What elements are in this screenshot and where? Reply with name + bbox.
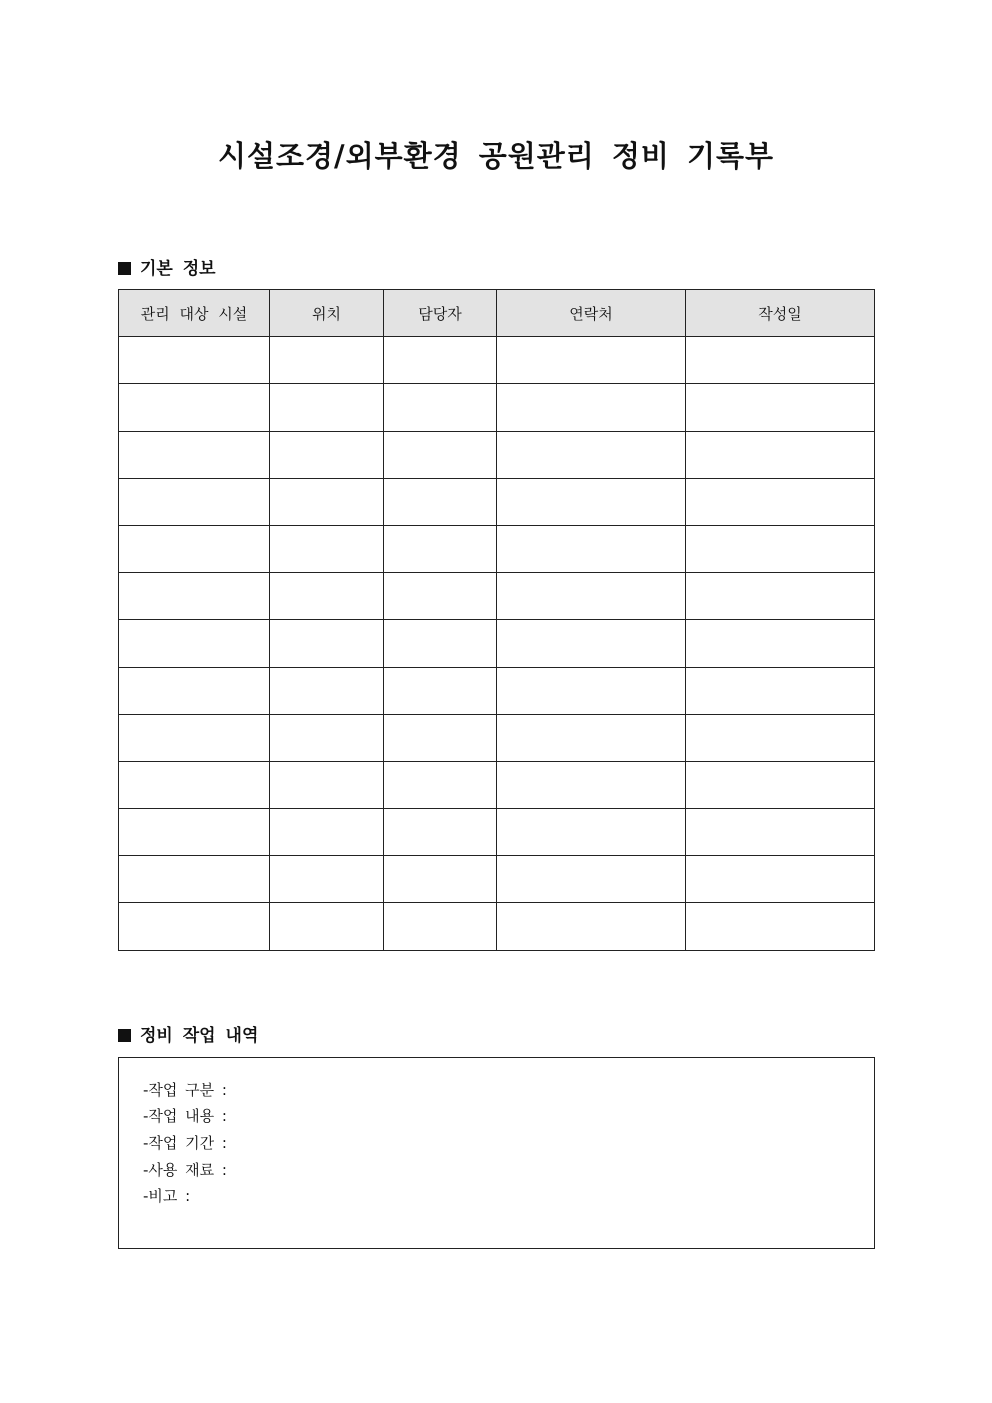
table-cell[interactable]: [119, 431, 270, 478]
table-cell[interactable]: [270, 431, 384, 478]
work-period-line: -작업 기간 :: [143, 1134, 227, 1152]
column-header: 작성일: [686, 290, 875, 337]
table-cell[interactable]: [119, 714, 270, 761]
column-header: 담당자: [384, 290, 497, 337]
table-cell[interactable]: [686, 714, 875, 761]
table-cell[interactable]: [270, 761, 384, 808]
table-cell[interactable]: [119, 573, 270, 620]
table-cell[interactable]: [270, 903, 384, 950]
column-header: 위치: [270, 290, 384, 337]
table-cell[interactable]: [384, 384, 497, 431]
table-cell[interactable]: [270, 667, 384, 714]
table-row: [119, 525, 875, 572]
table-cell[interactable]: [384, 431, 497, 478]
table-cell[interactable]: [384, 761, 497, 808]
table-cell[interactable]: [686, 761, 875, 808]
table-cell[interactable]: [270, 620, 384, 667]
remarks-line: -비고 :: [143, 1187, 191, 1205]
table-row: [119, 384, 875, 431]
table-header-row: [119, 290, 875, 337]
table-cell[interactable]: [384, 525, 497, 572]
table-row: [119, 431, 875, 478]
table-cell[interactable]: [384, 337, 497, 384]
page-title: 시설조경/외부환경 공원관리 정비 기록부: [217, 139, 775, 173]
table-cell[interactable]: [686, 856, 875, 903]
table-cell[interactable]: [497, 573, 686, 620]
table-cell[interactable]: [384, 478, 497, 525]
section-heading-work-details: [118, 1021, 258, 1046]
table-cell[interactable]: [119, 478, 270, 525]
table-cell[interactable]: [686, 525, 875, 572]
table-cell[interactable]: [497, 714, 686, 761]
table-row: [119, 714, 875, 761]
work-details-box: [118, 1057, 875, 1249]
column-header: 연락처: [497, 290, 686, 337]
table-cell[interactable]: [686, 620, 875, 667]
table-row: [119, 620, 875, 667]
table-cell[interactable]: [270, 856, 384, 903]
table-cell[interactable]: [497, 525, 686, 572]
table-cell[interactable]: [384, 714, 497, 761]
table-cell[interactable]: [384, 667, 497, 714]
square-bullet-icon: [118, 262, 131, 275]
table-cell[interactable]: [497, 903, 686, 950]
table-cell[interactable]: [270, 809, 384, 856]
table-row: [119, 337, 875, 384]
table-cell[interactable]: [686, 573, 875, 620]
table-cell[interactable]: [497, 809, 686, 856]
basic-info-table: [118, 289, 875, 951]
table-cell[interactable]: [497, 761, 686, 808]
table-cell[interactable]: [497, 384, 686, 431]
table-row: [119, 856, 875, 903]
table-cell[interactable]: [686, 384, 875, 431]
table-cell[interactable]: [384, 573, 497, 620]
table-cell[interactable]: [119, 761, 270, 808]
work-content-line: -작업 내용 :: [143, 1107, 227, 1125]
table-cell[interactable]: [270, 525, 384, 572]
table-cell[interactable]: [270, 478, 384, 525]
table-cell[interactable]: [384, 903, 497, 950]
table-cell[interactable]: [497, 856, 686, 903]
table-cell[interactable]: [384, 620, 497, 667]
table-cell[interactable]: [270, 573, 384, 620]
table-row: [119, 667, 875, 714]
table-cell[interactable]: [686, 809, 875, 856]
table-cell[interactable]: [686, 337, 875, 384]
table-cell[interactable]: [270, 337, 384, 384]
column-header: 관리 대상 시설: [119, 290, 270, 337]
table-row: [119, 761, 875, 808]
table-cell[interactable]: [119, 525, 270, 572]
work-type-line: -작업 구분 :: [143, 1081, 227, 1099]
table-cell[interactable]: [119, 809, 270, 856]
section-heading-text: 기본 정보: [140, 259, 216, 279]
table-cell[interactable]: [686, 478, 875, 525]
table-row: [119, 809, 875, 856]
materials-line: -사용 재료 :: [143, 1161, 227, 1179]
table-cell[interactable]: [497, 620, 686, 667]
section-heading-basic-info: [118, 254, 216, 279]
table-cell[interactable]: [686, 667, 875, 714]
table-cell[interactable]: [119, 384, 270, 431]
table-cell[interactable]: [686, 431, 875, 478]
table-cell[interactable]: [384, 856, 497, 903]
table-cell[interactable]: [119, 856, 270, 903]
table-cell[interactable]: [384, 809, 497, 856]
table-row: [119, 478, 875, 525]
table-cell[interactable]: [497, 667, 686, 714]
table-cell[interactable]: [119, 620, 270, 667]
table-cell[interactable]: [686, 903, 875, 950]
table-cell[interactable]: [497, 478, 686, 525]
table-cell[interactable]: [270, 714, 384, 761]
table-cell[interactable]: [497, 431, 686, 478]
table-cell[interactable]: [119, 903, 270, 950]
table-row: [119, 573, 875, 620]
table-cell[interactable]: [119, 667, 270, 714]
section-heading-text: 정비 작업 내역: [140, 1026, 259, 1046]
table-row: [119, 903, 875, 950]
table-cell[interactable]: [497, 337, 686, 384]
table-cell[interactable]: [270, 384, 384, 431]
table-cell[interactable]: [119, 337, 270, 384]
square-bullet-icon: [118, 1029, 131, 1042]
